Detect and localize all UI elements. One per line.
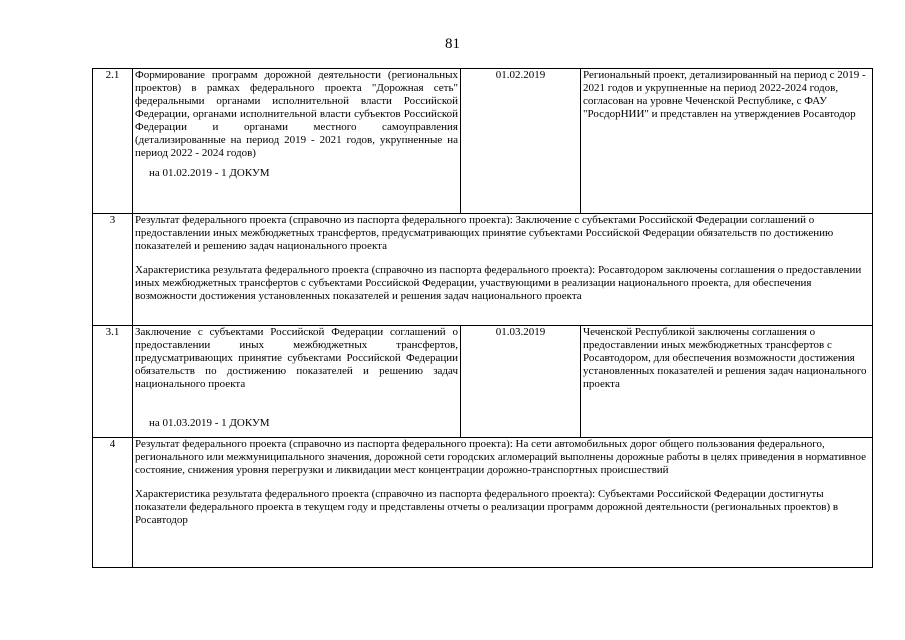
row-number: 3	[93, 214, 133, 326]
table-row-2-1	[93, 69, 873, 214]
result-text: Результат федерального проекта (справочно из паспорта федерального проекта): Заключение с субъектами Российской Федерации соглашений о предоставлении иных межбюджетных трансфертов, предусматривающих принятие субъектами Российской Федерации обязательств по достижению показателей и решению задач национального проекта	[135, 214, 834, 252]
measure-text: Заключение с субъектами Российской Федерации соглашений о предоставлении иных межбюджетных трансфертов, предусматривающих принятие субъектами Российской Федерации обязательств по достижению показателей и решению задач национального проекта	[135, 326, 458, 390]
row-number: 2.1	[93, 69, 133, 214]
date-cell: 01.02.2019	[461, 69, 581, 214]
table-row-3	[93, 214, 873, 326]
result-cell	[133, 438, 873, 568]
measure-cell	[133, 326, 461, 438]
table-row-4	[93, 438, 873, 568]
result-cell	[133, 214, 873, 326]
table-row-3-1	[93, 326, 873, 438]
result-text: Результат федерального проекта (справочно из паспорта федерального проекта): На сети автомобильных дорог общего пользования федерального, регионального или межмуниципального значения, дорожной сети городских агломераций выполнены дорожные работы в целях приведения в нормативное состояние, снижения уровня перегрузки и ликвидации мест концентрации дорожно-транспортных происшествий	[135, 438, 866, 476]
result-characteristic: Характеристика результата федерального проекта (справочно из паспорта федерального проекта): Субъектами Российской Федерации достигнуты показатели федерального проекта в текущем году и представлены отчеты о реализации программ дорожной деятельности (региональных проектов) в Росавтодор	[135, 488, 839, 526]
document-count: на 01.03.2019 - 1 ДОКУМ	[149, 417, 270, 429]
measure-cell	[133, 69, 461, 214]
report-table	[92, 68, 873, 568]
row-number: 4	[93, 438, 133, 568]
description-cell: Региональный проект, детализированный на период с 2019 - 2021 годов и укрупненные на период 2022-2024 годов, согласован на уровне Чеченской Республике, с ФАУ "РосдорНИИ" и представлен на утверждениев Росавтодор	[581, 69, 873, 214]
document-count: на 01.02.2019 - 1 ДОКУМ	[149, 167, 270, 179]
description-cell: Чеченской Республикой заключены соглашения о предоставлении иных межбюджетных трансфертов с Росавтодором, для обеспечения возможности достижения установленных показателей и решения задач национального проекта	[581, 326, 873, 438]
page-number: 81	[445, 36, 460, 52]
row-number: 3.1	[93, 326, 133, 438]
measure-text: Формирование программ дорожной деятельности (региональных проектов) в рамках федерального проекта "Дорожная сеть" федеральными органами исполнительной власти Российской Федерации, органами исполнительной власти субъектов Российской Федерации и органами местного самоуправления (детализированные на период 2019 - 2021 годов, укрупненные на период 2022 - 2024 годов)	[135, 69, 458, 159]
date-cell: 01.03.2019	[461, 326, 581, 438]
result-characteristic: Характеристика результата федерального проекта (справочно из паспорта федерального проекта): Росавтодором заключены соглашения о предоставлении иных межбюджетных трансфертов с субъектами Российской Федерации, участвующими в реализации национального проекта, для обеспечения возможности достижения установленных показателей и решения задач национального проекта	[135, 264, 862, 302]
